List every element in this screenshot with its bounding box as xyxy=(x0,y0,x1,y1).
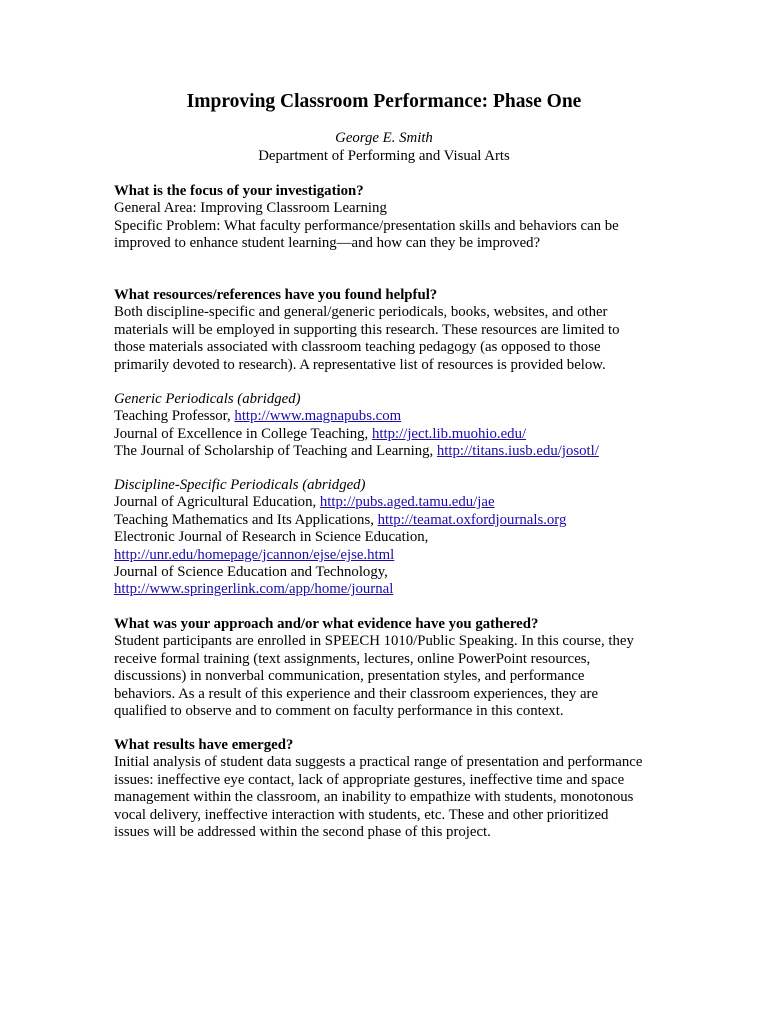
paragraph-line: discussions) in nonverbal communication, presentation styles, and performance xyxy=(114,668,585,685)
specific-problem-line: Specific Problem: What faculty performance/presentation skills and behaviors can be xyxy=(114,217,619,234)
paragraph-line: management within the classroom, an inability to empathize with students, monotonous xyxy=(114,789,634,806)
paragraph-line: Initial analysis of student data suggests a practical range of presentation and performance xyxy=(114,754,643,771)
periodical-name: Journal of Excellence in College Teaching, xyxy=(114,425,372,442)
list-item xyxy=(114,564,654,581)
author-name: George E. Smith xyxy=(335,130,433,146)
periodical-link[interactable]: http://titans.iusb.edu/josotl/ xyxy=(436,443,599,460)
discipline-periodicals-heading: Discipline-Specific Periodicals (abridged) xyxy=(114,477,366,493)
question-resources: What resources/references have you found helpful? xyxy=(114,287,438,303)
periodical-name: Journal of Agricultural Education, xyxy=(114,494,320,511)
periodical-name: Journal of Science Education and Technology, xyxy=(114,564,388,581)
section-focus xyxy=(114,183,654,253)
section-approach xyxy=(114,616,654,720)
periodical-link[interactable]: http://pubs.aged.tamu.edu/jae xyxy=(319,494,495,511)
document-page xyxy=(114,0,654,1024)
periodical-link[interactable]: http://teamat.oxfordjournals.org xyxy=(377,511,567,528)
periodical-link[interactable]: http://www.springerlink.com/app/home/journal xyxy=(114,581,394,598)
paragraph-line: Student participants are enrolled in SPEECH 1010/Public Speaking. In this course, they xyxy=(114,633,634,650)
paragraph-line: those materials associated with classroom teaching pedagogy (as opposed to those xyxy=(114,339,601,356)
paragraph-line: issues will be addressed within the second phase of this project. xyxy=(114,824,491,841)
paragraph-line: qualified to observe and to comment on faculty performance in this context. xyxy=(114,703,564,720)
section-results xyxy=(114,737,654,841)
list-item xyxy=(114,581,654,598)
discipline-periodicals-list xyxy=(114,477,654,599)
list-item xyxy=(114,443,654,460)
specific-problem-line: improved to enhance student learning—and how can they be improved? xyxy=(114,235,541,252)
periodical-name: The Journal of Scholarship of Teaching and Learning, xyxy=(114,443,437,460)
question-approach: What was your approach and/or what evidence have you gathered? xyxy=(114,616,539,632)
list-item xyxy=(114,512,654,529)
list-item xyxy=(114,408,654,425)
list-item xyxy=(114,529,654,546)
section-resources xyxy=(114,287,654,374)
question-focus: What is the focus of your investigation? xyxy=(114,183,364,199)
paragraph-line: vocal delivery, ineffective interaction with students, etc. These and other prioritized xyxy=(114,806,609,823)
generic-periodicals-list xyxy=(114,391,654,461)
periodical-name: Electronic Journal of Research in Science Education, xyxy=(114,529,429,546)
periodical-link[interactable]: http://www.magnapubs.com xyxy=(234,408,402,425)
list-item xyxy=(114,547,654,564)
periodical-link[interactable]: http://unr.edu/homepage/jcannon/ejse/ejse.html xyxy=(114,546,395,563)
question-results: What results have emerged? xyxy=(114,737,294,753)
generic-periodicals-heading: Generic Periodicals (abridged) xyxy=(114,391,301,407)
list-item xyxy=(114,494,654,511)
document-title: Improving Classroom Performance: Phase One xyxy=(186,91,582,112)
paragraph-line: primarily devoted to research). A representative list of resources is provided below. xyxy=(114,356,606,373)
paragraph-line: behaviors. As a result of this experience and their classroom experiences, they are xyxy=(114,685,599,702)
paragraph-line: Both discipline-specific and general/generic periodicals, books, websites, and other xyxy=(114,304,608,321)
periodical-name: Teaching Mathematics and Its Applications, xyxy=(114,511,378,528)
paragraph-line: receive formal training (text assignments, lectures, online PowerPoint resources, xyxy=(114,650,591,667)
list-item xyxy=(114,426,654,443)
paragraph-line: materials will be employed in supporting this research. These resources are limited to xyxy=(114,321,620,338)
periodical-link[interactable]: http://ject.lib.muohio.edu/ xyxy=(371,425,527,442)
general-area-line: General Area: Improving Classroom Learning xyxy=(114,200,387,217)
paragraph-line: issues: ineffective eye contact, lack of appropriate gestures, ineffective time and space xyxy=(114,771,625,788)
periodical-name: Teaching Professor, xyxy=(114,408,235,425)
department-name: Department of Performing and Visual Arts xyxy=(258,148,510,164)
